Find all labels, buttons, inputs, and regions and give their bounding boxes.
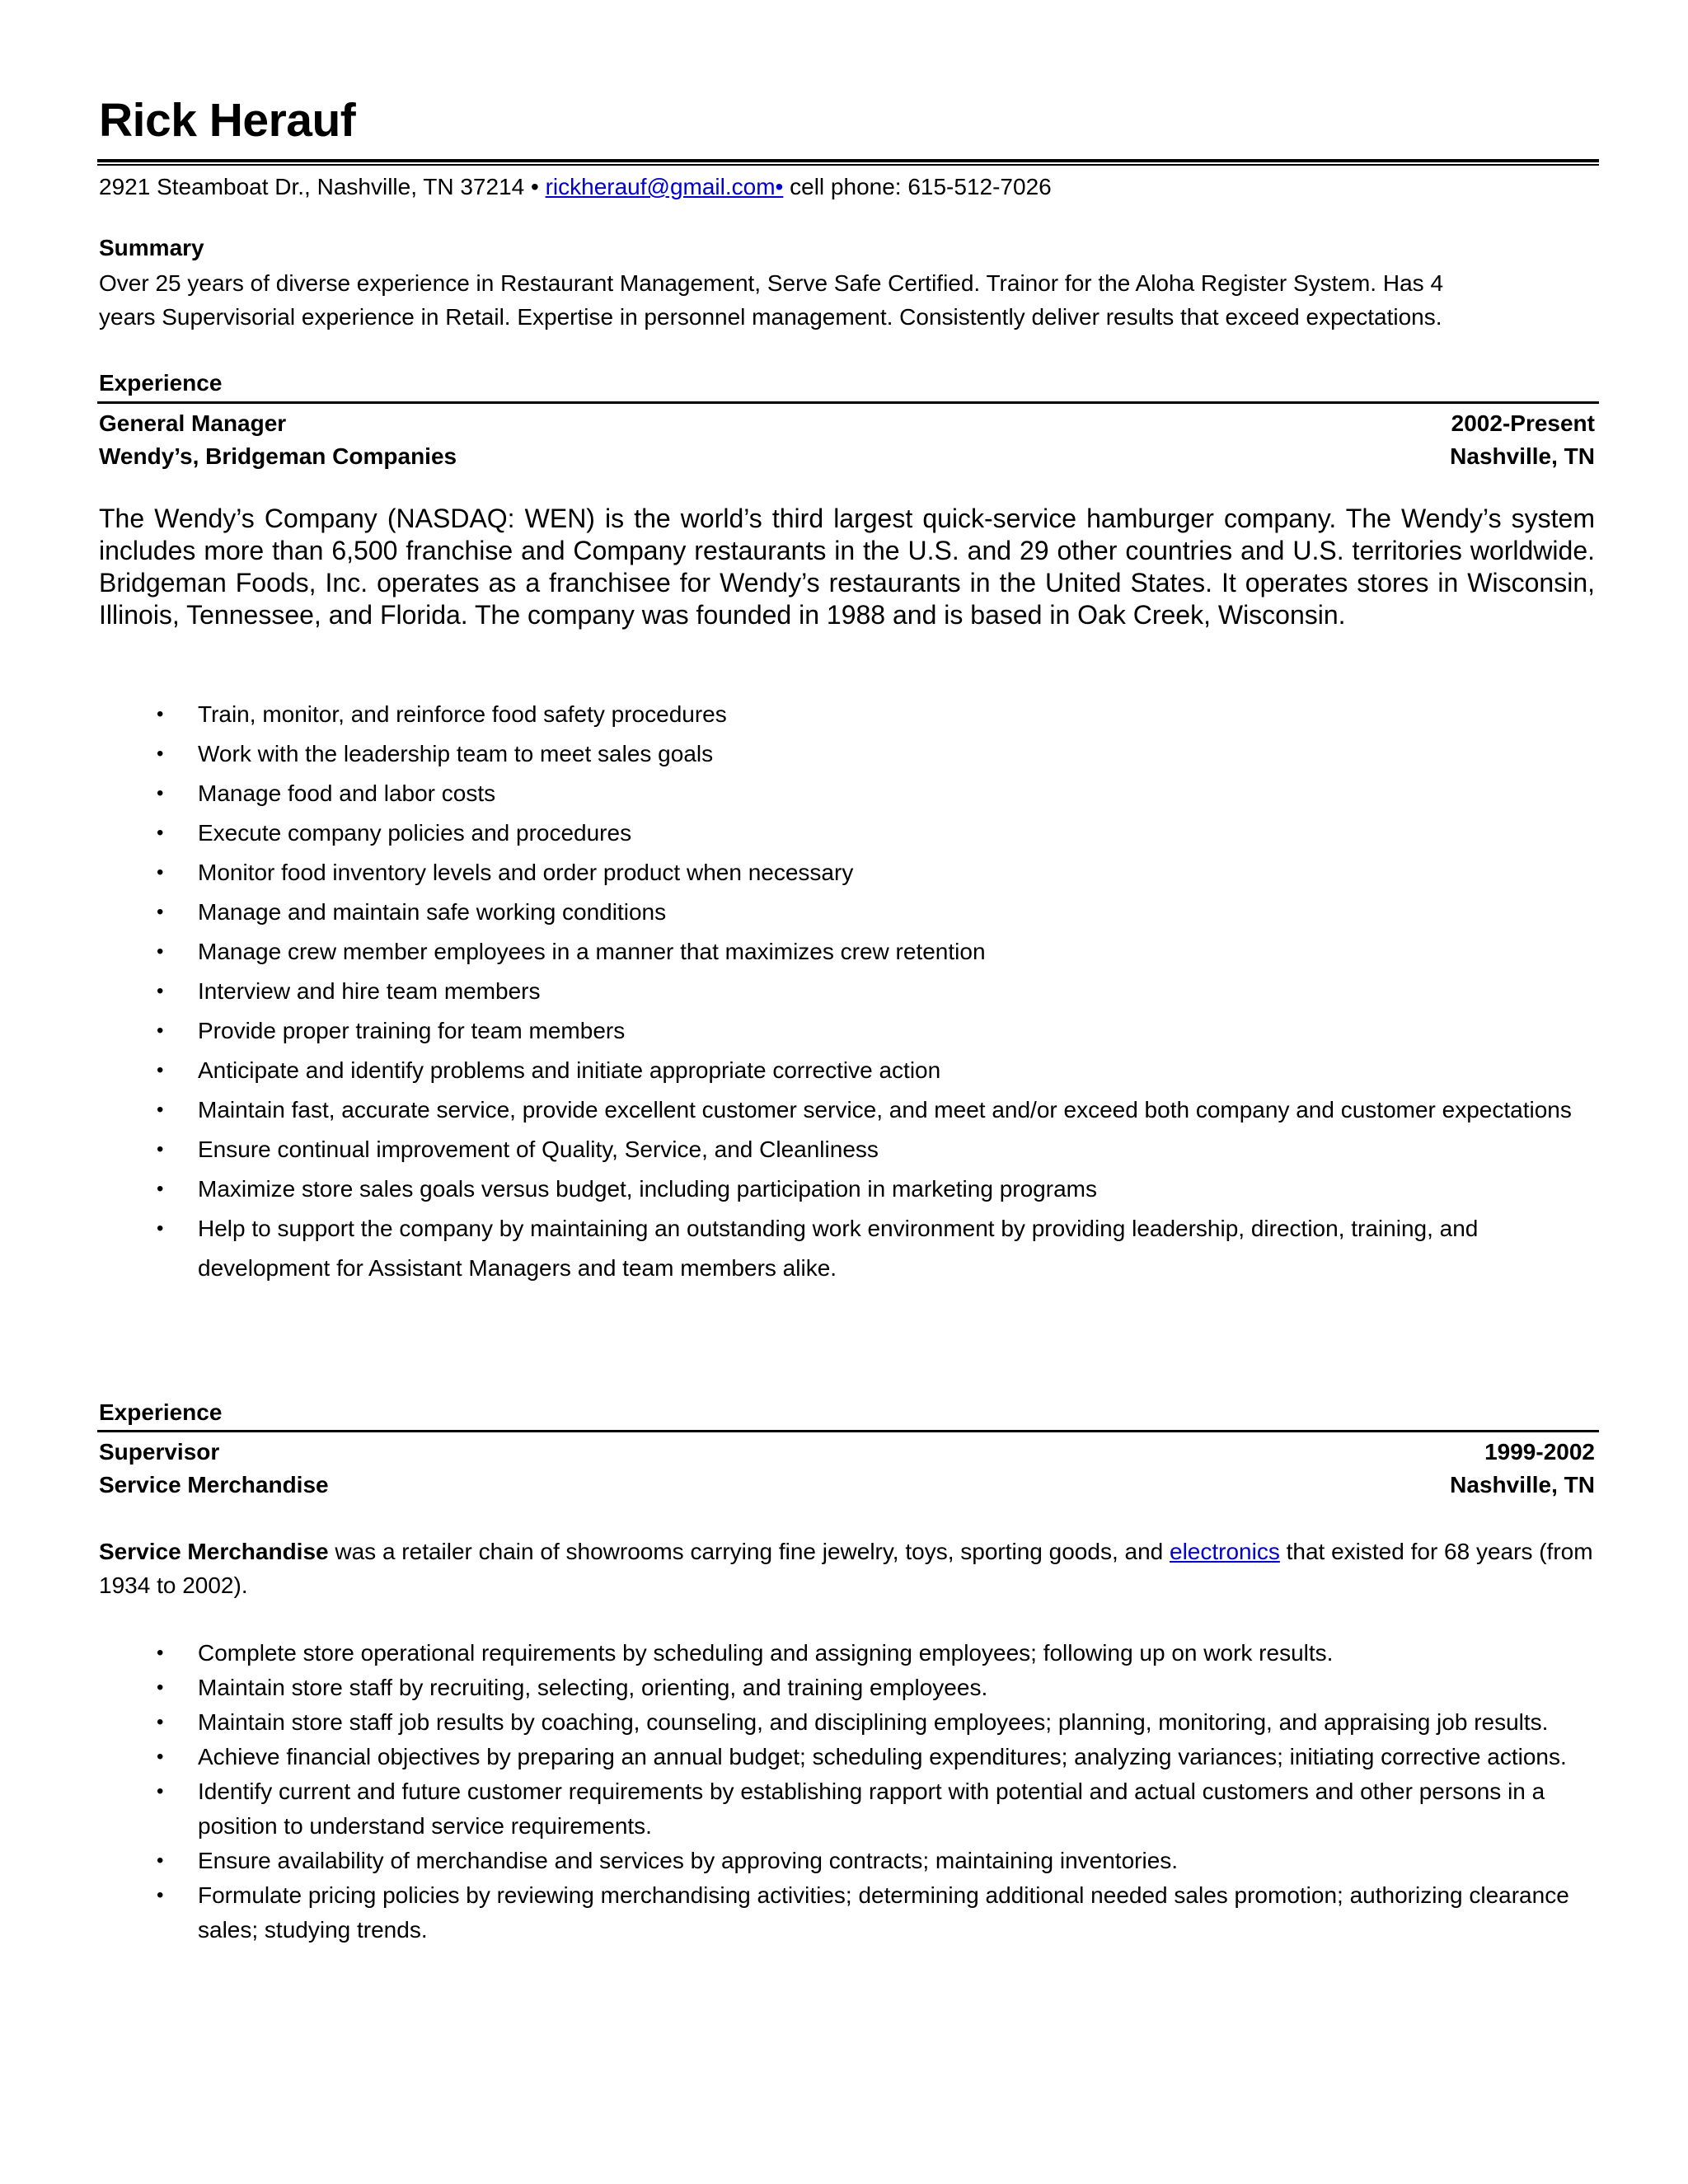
job-company-row-1	[99, 440, 1595, 473]
list-item	[0, 734, 1599, 774]
email-link[interactable]: rickherauf@gmail.com•	[545, 174, 784, 199]
list-item-text: Manage and maintain safe working conditions	[198, 899, 667, 925]
bullet-icon: •	[157, 1849, 164, 1872]
company-desc-text-1: was a retailer chain of showrooms carrying fine jewelry, toys, sporting goods, and	[328, 1539, 1170, 1564]
list-item-text: Complete store operational requirements by scheduling and assigning employees; following up on work results.	[198, 1640, 1334, 1666]
bullet-icon: •	[157, 1019, 164, 1042]
list-item-text: Provide proper training for team members	[198, 1018, 626, 1043]
summary-heading: Summary	[99, 235, 204, 260]
list-item-text: Train, monitor, and reinforce food safety procedures	[198, 701, 727, 727]
bullet-icon: •	[157, 1676, 164, 1699]
list-item-text: Identify current and future customer requirements by establishing rapport with potential and actual customers and other persons in a position to understand service requirements.	[198, 1779, 1545, 1839]
list-item	[0, 972, 1599, 1011]
header-double-rule	[97, 159, 1599, 166]
list-item-text: Manage food and labor costs	[198, 780, 496, 806]
job-title: General Manager	[99, 410, 287, 436]
list-item	[0, 1878, 1599, 1947]
job-title-row-1	[99, 407, 1595, 440]
list-item	[0, 1844, 1599, 1878]
company-desc-text-2: that existed for 68 years (from 1934 to 2002).	[99, 1539, 1593, 1598]
experience-heading-2: Experience	[99, 1399, 223, 1425]
bullet-icon: •	[157, 1138, 164, 1160]
list-item-text: Maximize store sales goals versus budget, including participation in marketing programs	[198, 1176, 1097, 1202]
bullet-icon: •	[157, 980, 164, 1002]
list-item	[0, 774, 1599, 813]
candidate-name: Rick Herauf	[99, 94, 356, 147]
job-title: Supervisor	[99, 1439, 220, 1465]
summary-text	[99, 266, 1595, 334]
bullet-icon: •	[157, 703, 164, 725]
duties-list-2	[0, 1636, 1599, 1947]
list-item-text: Maintain store staff job results by coaching, counseling, and disciplining employees; planning, monitoring, and appraising job results.	[198, 1709, 1549, 1735]
job-company-row-2	[99, 1469, 1595, 1502]
list-item	[0, 1169, 1599, 1209]
list-item	[0, 1130, 1599, 1169]
summary-line-1: Over 25 years of diverse experience in Restaurant Management, Serve Safe Certified. Trainor for the Aloha Register System. Has 4	[99, 270, 1444, 296]
bullet-icon: •	[157, 1711, 164, 1733]
list-item	[0, 1774, 1599, 1844]
duties-list-1	[0, 695, 1599, 1288]
list-item	[0, 1671, 1599, 1705]
bullet-icon: •	[157, 1746, 164, 1768]
bullet-icon: •	[157, 1099, 164, 1121]
list-item-text: Monitor food inventory levels and order product when necessary	[198, 860, 854, 885]
list-item	[0, 853, 1599, 893]
job-company: Wendy’s, Bridgeman Companies	[99, 443, 457, 469]
address-text: 2921 Steamboat Dr., Nashville, TN 37214 •	[99, 174, 539, 199]
job-title-row-2	[99, 1436, 1595, 1469]
bullet-icon: •	[157, 1884, 164, 1906]
contact-line	[99, 171, 1052, 204]
bullet-icon: •	[157, 940, 164, 963]
bullet-icon: •	[157, 1217, 164, 1240]
job-dates: 1999-2002	[1484, 1439, 1595, 1465]
job-location: Nashville, TN	[1450, 443, 1595, 469]
bullet-icon: •	[157, 1780, 164, 1802]
list-item	[0, 1740, 1599, 1774]
list-item-text: Help to support the company by maintaining an outstanding work environment by providing leadership, direction, training, and development for Assistant Managers and team members alike.	[198, 1216, 1479, 1281]
list-item	[0, 932, 1599, 972]
experience-heading-1: Experience	[99, 370, 223, 396]
summary-line-2: years Supervisorial experience in Retail. Expertise in personnel management. Consistently deliver results that exceed expectations.	[99, 304, 1442, 330]
bullet-icon: •	[157, 782, 164, 804]
bullet-icon: •	[157, 901, 164, 923]
list-item-text: Anticipate and identify problems and initiate appropriate corrective action	[198, 1057, 941, 1083]
list-item-text: Maintain store staff by recruiting, selecting, orienting, and training employees.	[198, 1675, 988, 1700]
list-item	[0, 813, 1599, 853]
list-item-text: Interview and hire team members	[198, 978, 541, 1004]
bullet-icon: •	[157, 1642, 164, 1664]
experience-rule-1	[97, 401, 1599, 404]
company-description-1: The Wendy’s Company (NASDAQ: WEN) is the world’s third largest quick-service hamburger company. The Wendy’s system includes more than 6,500 franchise and Company restaurants in the U.S. and 29 other countries and U.S. territories worldwide. Bridgeman Foods, Inc. operates as a franchisee for Wendy’s restaurants in the United States. It operates stores in Wisconsin, Illinois, Tennessee, and Florida. The company was founded in 1988 and is based in Oak Creek, Wisconsin.	[99, 504, 1595, 630]
list-item	[0, 1051, 1599, 1090]
list-item-text: Ensure availability of merchandise and services by approving contracts; maintaining inventories.	[198, 1848, 1179, 1873]
list-item	[0, 1090, 1599, 1130]
job-dates: 2002-Present	[1451, 410, 1595, 436]
bullet-icon: •	[157, 861, 164, 883]
list-item	[0, 1636, 1599, 1671]
list-item	[0, 695, 1599, 734]
company-description-2	[99, 1535, 1595, 1602]
list-item-text: Ensure continual improvement of Quality, Service, and Cleanliness	[198, 1137, 879, 1162]
list-item-text: Manage crew member employees in a manner that maximizes crew retention	[198, 939, 986, 964]
electronics-link[interactable]: electronics	[1170, 1539, 1280, 1564]
bullet-icon: •	[157, 822, 164, 844]
phone-text: cell phone: 615-512-7026	[790, 174, 1052, 199]
job-location: Nashville, TN	[1450, 1472, 1595, 1497]
bullet-icon: •	[157, 1059, 164, 1081]
list-item-text: Maintain fast, accurate service, provide excellent customer service, and meet and/or exceed both company and customer expectations	[198, 1097, 1572, 1122]
list-item	[0, 1209, 1599, 1288]
experience-rule-2	[97, 1430, 1599, 1432]
list-item	[0, 893, 1599, 932]
list-item-text: Achieve financial objectives by preparing an annual budget; scheduling expenditures; analyzing variances; initiating corrective actions.	[198, 1744, 1567, 1769]
list-item-text: Formulate pricing policies by reviewing merchandising activities; determining additional needed sales promotion; authorizing clearance sales; studying trends.	[198, 1882, 1569, 1943]
list-item-text: Execute company policies and procedures	[198, 820, 632, 846]
bullet-icon: •	[157, 1178, 164, 1200]
list-item	[0, 1011, 1599, 1051]
company-name-bold: Service Merchandise	[99, 1539, 329, 1564]
list-item	[0, 1705, 1599, 1740]
list-item-text: Work with the leadership team to meet sales goals	[198, 741, 714, 766]
job-company: Service Merchandise	[99, 1472, 329, 1497]
bullet-icon: •	[157, 743, 164, 765]
